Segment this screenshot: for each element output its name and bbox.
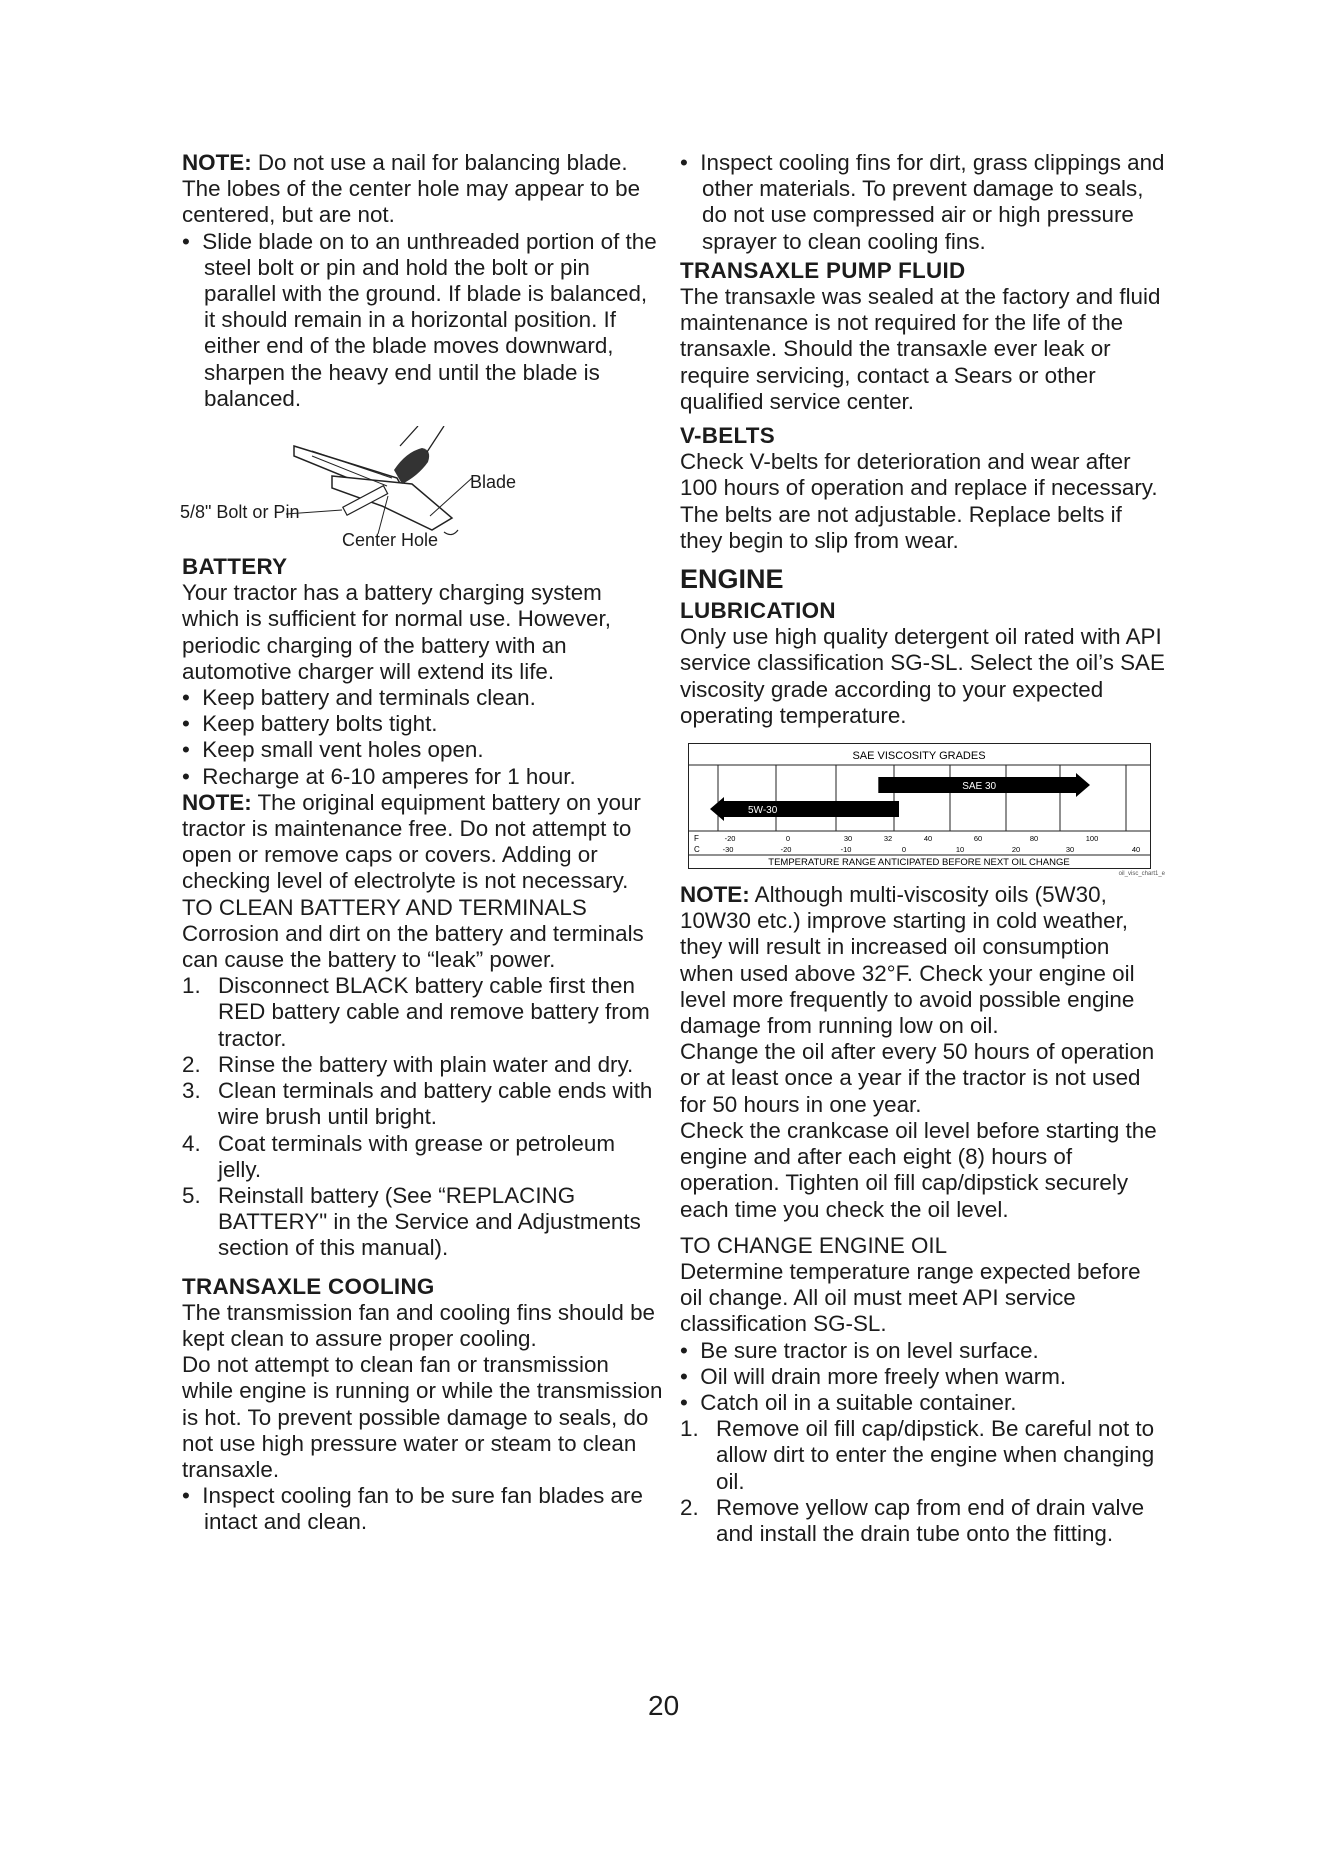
clean-step: 2. Rinse the battery with plain water and dry.	[182, 1051, 634, 1077]
f-tick-label: 32	[883, 834, 893, 844]
lubrication-text: Only use high quality detergent oil rated with API service classification SG-SL. Select the oil’s SAE viscosity grade according to your expected operating temperature.	[680, 624, 1165, 728]
c-tick-label: 10	[955, 845, 965, 855]
clean-step: 5. Reinstall battery (See “REPLACING BATTERY" in the Service and Adjustments section of this manual).	[182, 1182, 641, 1261]
change-oil-intro: Determine temperature range expected before oil change. All oil must meet API service classification SG-SL.	[680, 1258, 1141, 1337]
chart-title: SAE VISCOSITY GRADES	[852, 750, 986, 763]
battery-bullet: • Keep battery and terminals clean.	[182, 685, 536, 711]
viscosity-chart-svg	[688, 743, 1151, 869]
battery-text: Your tractor has a battery charging system which is sufficient for normal use. However, periodic charging of the battery with an automotive charger will extend its life.	[182, 580, 611, 684]
battery-heading: BATTERY	[182, 554, 288, 580]
f-tick-label: 40	[923, 834, 933, 844]
c-tick-label: 40	[1131, 845, 1141, 855]
f-tick-label: 100	[1085, 834, 1099, 844]
oil-step: 1. Remove oil fill cap/dipstick. Be careful not to allow dirt to enter the engine when changing oil.	[680, 1416, 1155, 1494]
engine-heading: ENGINE	[680, 564, 784, 595]
fins-bullet: • Inspect cooling fins for dirt, grass clippings and other materials. To prevent damage to seals, do not use compressed air or high pressure sprayer to clean cooling fins.	[680, 150, 1165, 254]
page-number: 20	[648, 1690, 680, 1721]
pump-fluid-text: The transaxle was sealed at the factory and fluid maintenance is not required for the life of the transaxle. Should the transaxle ever leak or require servicing, contact a Sears or other qualified service center.	[680, 284, 1161, 414]
change-engine-oil-heading: TO CHANGE ENGINE OIL	[680, 1232, 948, 1258]
c-tick-label: -10	[840, 845, 852, 855]
slide-blade-bullet: • Slide blade on to an unthreaded portion of the steel bolt or pin and hold the bolt or pin parallel with the ground. If blade is balanced, it should remain in a horizontal position. If either end of the blade moves downward, sharpen the heavy end until the blade is balanced.	[182, 228, 657, 411]
battery-bullet: • Keep battery bolts tight.	[182, 711, 438, 737]
clean-step: 4. Coat terminals with grease or petroleum jelly.	[182, 1130, 615, 1182]
cooling-text: The transmission fan and cooling fins should be kept clean to assure proper cooling.	[182, 1299, 655, 1351]
series-label: 5W-30	[748, 805, 778, 817]
f-scale-label: F	[694, 834, 699, 844]
blade-label: Blade	[470, 472, 517, 493]
lubrication-heading: LUBRICATION	[680, 598, 836, 624]
c-scale-label: C	[694, 845, 700, 855]
c-tick-label: -30	[722, 845, 734, 855]
c-tick-label: 0	[901, 845, 907, 855]
cooling-bullet: • Inspect cooling fan to be sure fan blades are intact and clean.	[182, 1483, 643, 1535]
c-tick-label: 30	[1065, 845, 1075, 855]
f-tick-label: 30	[843, 834, 853, 844]
clean-step: 3. Clean terminals and battery cable ends with wire brush until bright.	[182, 1078, 653, 1130]
oil-bullet: • Be sure tractor is on level surface.	[680, 1337, 1039, 1363]
balance-note: NOTE: Do not use a nail for balancing blade. The lobes of the center hole may appear to be centered, but are not.	[182, 150, 641, 228]
center-hole-label: Center Hole	[342, 530, 439, 551]
f-tick-label: 80	[1029, 834, 1039, 844]
viscosity-note: NOTE: Although multi-viscosity oils (5W30, 10W30 etc.) improve starting in cold weather, they will result in increased oil consumption when used above 32°F. Check your engine oil level more frequently to avoid possible engine damage from running low on oil.	[680, 882, 1135, 1039]
clean-battery-heading: TO CLEAN BATTERY AND TERMINALS	[182, 894, 587, 920]
c-tick-label: -20	[780, 845, 792, 855]
battery-note: NOTE: The original equipment battery on your tractor is maintenance free. Do not attempt to open or remove caps or covers. Adding or checking level of electrolyte is not necessary.	[182, 789, 641, 894]
chart-source-code: oil_visc_chart1_e	[1118, 871, 1165, 878]
vbelts-heading: V-BELTS	[680, 423, 775, 449]
vbelts-text: Check V-belts for deterioration and wear after 100 hours of operation and replace if necessary. The belts are not adjustable. Replace belts if they begin to slip from wear.	[680, 449, 1158, 553]
bolt-label: 5/8" Bolt or Pin	[180, 502, 300, 523]
clean-battery-text: Corrosion and dirt on the battery and terminals can cause the battery to “leak” power.	[182, 920, 644, 973]
f-tick-label: 0	[785, 834, 791, 844]
check-oil-text: Check the crankcase oil level before starting the engine and after each eight (8) hours of operation. Tighten oil fill cap/dipstick securely each time you check the oil level.	[680, 1117, 1157, 1222]
left-column	[182, 150, 664, 1536]
f-tick-label: 60	[973, 834, 983, 844]
oil-step: 2. Remove yellow cap from end of drain valve and install the drain tube onto the fitting.	[680, 1494, 1145, 1546]
cooling-text: Do not attempt to clean fan or transmission while engine is running or while the transmission is hot. To prevent possible damage to seals, do not use high pressure water or steam to clean transaxle.	[182, 1352, 663, 1482]
battery-bullet: • Keep small vent holes open.	[182, 737, 484, 763]
c-tick-label: 20	[1011, 845, 1021, 855]
series-label: SAE 30	[962, 781, 997, 793]
viscosity-chart	[688, 743, 1151, 869]
oil-bullet: • Oil will drain more freely when warm.	[680, 1363, 1067, 1389]
change-oil-text: Change the oil after every 50 hours of operation or at least once a year if the tractor is not used for 50 hours in one year.	[680, 1039, 1155, 1117]
blade-balance-figure	[180, 426, 664, 551]
transaxle-cooling-heading: TRANSAXLE COOLING	[182, 1273, 435, 1299]
clean-step: 1. Disconnect BLACK battery cable first then RED battery cable and remove battery from tractor.	[182, 973, 650, 1051]
chart-xlabel: TEMPERATURE RANGE ANTICIPATED BEFORE NEXT OIL CHANGE	[768, 857, 1070, 869]
right-column	[680, 150, 1165, 1547]
battery-bullet: • Recharge at 6-10 amperes for 1 hour.	[182, 763, 576, 789]
oil-bullet: • Catch oil in a suitable container.	[680, 1389, 1017, 1415]
f-tick-label: -20	[724, 834, 736, 844]
pump-fluid-heading: TRANSAXLE PUMP FLUID	[680, 257, 966, 283]
